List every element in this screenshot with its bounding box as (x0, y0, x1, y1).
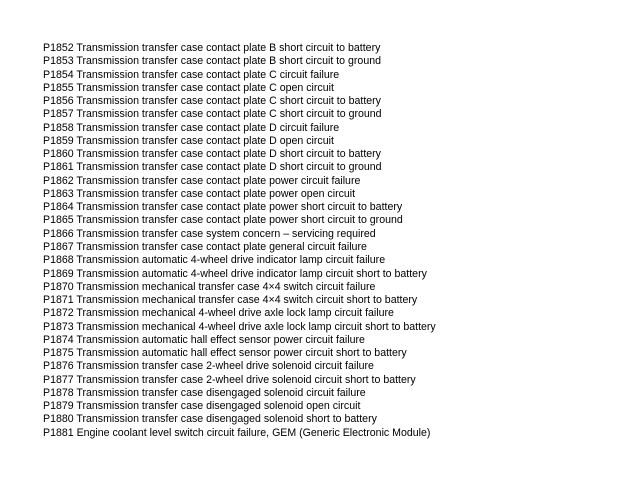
code-line: P1852 Transmission transfer case contact plate B short circuit to battery (43, 42, 381, 54)
code-line: P1866 Transmission transfer case system concern – servicing required (43, 227, 376, 240)
code-line: P1874 Transmission automatic hall effect sensor power circuit failure (43, 333, 365, 346)
code-line: P1862 Transmission transfer case contact plate power circuit failure (43, 174, 361, 187)
code-line: P1867 Transmission transfer case contact plate general circuit failure (43, 240, 367, 253)
code-line: P1853 Transmission transfer case contact plate B short circuit to ground (43, 55, 381, 68)
code-line: P1871 Transmission mechanical transfer case 4×4 switch circuit short to battery (43, 294, 418, 307)
code-line: P1861 Transmission transfer case contact plate D short circuit to ground (43, 161, 382, 174)
code-line: P1873 Transmission mechanical 4-wheel drive axle lock lamp circuit short to battery (43, 320, 436, 333)
code-line: P1872 Transmission mechanical 4-wheel drive axle lock lamp circuit failure (43, 307, 394, 320)
code-line: P1858 Transmission transfer case contact plate D circuit failure (43, 121, 340, 134)
code-line: P1880 Transmission transfer case disengaged solenoid short to battery (43, 413, 377, 426)
code-line: P1856 Transmission transfer case contact plate C short circuit to battery (43, 95, 381, 108)
trouble-code-list (43, 42, 436, 440)
code-line: P1879 Transmission transfer case disengaged solenoid open circuit (43, 400, 361, 413)
code-line: P1881 Engine coolant level switch circuit failure, GEM (Generic Electronic Module) (43, 426, 431, 439)
code-line: P1859 Transmission transfer case contact plate D open circuit (43, 134, 334, 147)
code-line: P1854 Transmission transfer case contact plate C circuit failure (43, 68, 340, 81)
code-line: P1869 Transmission automatic 4-wheel drive indicator lamp circuit short to battery (43, 267, 427, 280)
code-line: P1864 Transmission transfer case contact plate power short circuit to battery (43, 201, 403, 214)
code-line: P1875 Transmission automatic hall effect sensor power circuit short to battery (43, 347, 407, 360)
code-line: P1863 Transmission transfer case contact plate power open circuit (43, 187, 356, 200)
code-line: P1876 Transmission transfer case 2-wheel drive solenoid circuit failure (43, 360, 374, 373)
code-line: P1870 Transmission mechanical transfer case 4×4 switch circuit failure (43, 280, 376, 293)
code-line: P1878 Transmission transfer case disengaged solenoid circuit failure (43, 386, 366, 399)
code-line: P1857 Transmission transfer case contact plate C short circuit to ground (43, 108, 382, 121)
code-line: P1868 Transmission automatic 4-wheel drive indicator lamp circuit failure (43, 254, 386, 267)
code-line: P1877 Transmission transfer case 2-wheel drive solenoid circuit short to battery (43, 373, 416, 386)
code-line: P1860 Transmission transfer case contact plate D short circuit to battery (43, 148, 381, 161)
code-line: P1855 Transmission transfer case contact plate C open circuit (43, 81, 334, 94)
code-line: P1865 Transmission transfer case contact plate power short circuit to ground (43, 214, 403, 227)
